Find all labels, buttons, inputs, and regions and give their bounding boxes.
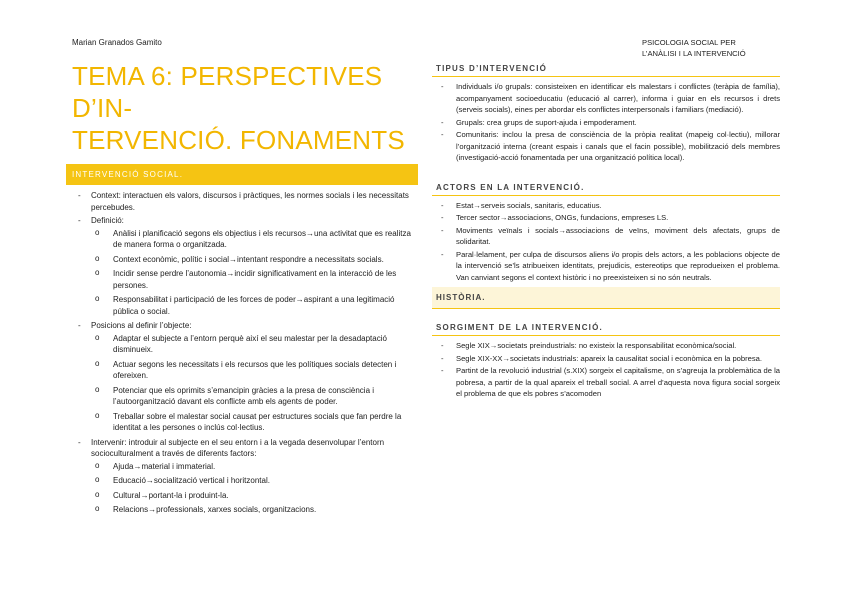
sub-list-item: o Cultural→portant-la i produint-la. [91, 490, 418, 502]
intervencio-list [66, 190, 418, 516]
course-title-line2: L’ANÀLISI I LA INTERVENCIÓ [642, 49, 746, 58]
list-item: - Partint de la revolució industrial (s.XIX) sorgeix el capitalisme, on s’agreuja la problemàtica de la pobresa, a partir de la qual apareix el treball social. A arrel d’aquesta nova figura social sorgeix el problema de que els pobres s’acomoden [432, 365, 780, 400]
page-title-line2: TERVENCIÓ. FONAMENTS [72, 125, 405, 155]
right-column [432, 60, 780, 401]
sub-list-item: o Actuar segons les necessitats i els recursos que les polítiques socials detecten i ofereixen. [91, 359, 418, 382]
list-item: - Segle XIX-XX→societats industrials: apareix la causalitat social i econòmica en la pobresa. [432, 353, 780, 365]
sub-list-item: o Adaptar el subjecte a l’entorn perquè així el seu malestar per la desadaptació disminueix. [91, 333, 418, 356]
list-item [66, 215, 418, 317]
list-item-text: Posicions al definir l’objecte: [91, 321, 192, 330]
sub-list-item: o Incidir sense perdre l’autonomia→incidir significativament en la interacció de les persones. [91, 268, 418, 291]
actors-list [432, 200, 780, 284]
author-name: Marian Granados Gamito [72, 38, 162, 47]
section-heading-tipus: TIPUS D’INTERVENCIÓ [432, 60, 780, 77]
list-item-text: Intervenir: introduir al subjecte en el seu entorn i a la vegada desenvolupar l’entorn socioculturalment a través de diferents factors: [91, 437, 385, 458]
sorgiment-list [432, 340, 780, 400]
sub-list [91, 333, 418, 434]
list-item: - Segle XIX→societats preindustrials: no existeix la responsabilitat econòmica/social. [432, 340, 780, 352]
section-heading-intervencio-social: INTERVENCIÓ SOCIAL. [66, 164, 418, 185]
section-heading-sorgiment: SORGIMENT DE LA INTERVENCIÓ. [432, 319, 780, 336]
sub-list-item: o Ajuda→material i immaterial. [91, 461, 418, 473]
list-item [66, 320, 418, 434]
sub-list-item: o Educació→socialització vertical i horitzontal. [91, 475, 418, 487]
list-item [66, 437, 418, 516]
sub-list-item: o Anàlisi i planificació segons els objectius i els recursos→una activitat que es realitza de manera forma o organitzada. [91, 228, 418, 251]
sub-list-item: o Treballar sobre el malestar social causat per estructures socials que fan perdre la identitat a les persones o inclús col·lectius. [91, 411, 418, 434]
sub-list-item: o Context econòmic, polític i social→intentant respondre a necessitats socials. [91, 254, 418, 266]
course-title-line1: PSICOLOGIA SOCIAL PER [642, 38, 736, 47]
list-item: - Paral·lelament, per culpa de discursos aliens i/o propis dels actors, a les poblacions objecte de la intervenció se’ls atribueixen identitats, prejudicis, estereotips que reprodueixen el problema. Van canviant segons el context històric i no preexisteixen si no són neutrals. [432, 249, 780, 284]
course-title [642, 37, 746, 59]
list-item [66, 190, 418, 213]
list-item: - Comunitaris: inclou la presa de consciència de la pròpia realitat (mapeig col·lectiu), millorar l’organització interna (creant espais i canals que el facin possible), mobilització dels membres (investigació-acció fonamentada per una organització política local). [432, 129, 780, 164]
sub-list-item: o Potenciar que els oprimits s’emancipin gràcies a la presa de consciència i l’autoorganització davant els conflicte amb els agents de poder. [91, 385, 418, 408]
tipus-list [432, 81, 780, 164]
section-heading-actors: ACTORS EN LA INTERVENCIÓ. [432, 179, 780, 196]
sub-list [91, 461, 418, 516]
list-item-text: Definició: [91, 216, 124, 225]
section-heading-historia: HISTÒRIA. [432, 287, 780, 309]
list-item: - Estat→serveis socials, sanitaris, educatius. [432, 200, 780, 212]
left-column [66, 60, 418, 519]
list-item: - Grupals: crea grups de suport-ajuda i empoderament. [432, 117, 780, 129]
sub-list [91, 228, 418, 318]
list-item: - Individuals i/o grupals: consisteixen en identificar els malestars i conflictes (teràpia de família), acompanyament socioeducatiu (educació al carrer), informa i guiar en els recursos i drets (serveis socials), eines per abordar els conflictes interpersonals i familiars (mediació). [432, 81, 780, 116]
sub-list-item: o Responsabilitat i participació de les forces de poder→aspirant a una legitimació pública o social. [91, 294, 418, 317]
sub-list-item: o Relacions→professionals, xarxes socials, organitzacions. [91, 504, 418, 516]
list-item-text: Context: interactuen els valors, discursos i pràctiques, les normes socials i les necessitats percebudes. [91, 191, 409, 212]
list-item: - Moviments veïnals i socials→associacions de veïns, moviment dels afectats, grups de solidaritat. [432, 225, 780, 248]
list-item: - Tercer sector→associacions, ONGs, fundacions, empreses LS. [432, 212, 780, 224]
page-title [66, 60, 418, 156]
page-title-line1: TEMA 6: PERSPECTIVES D’IN- [72, 61, 383, 123]
